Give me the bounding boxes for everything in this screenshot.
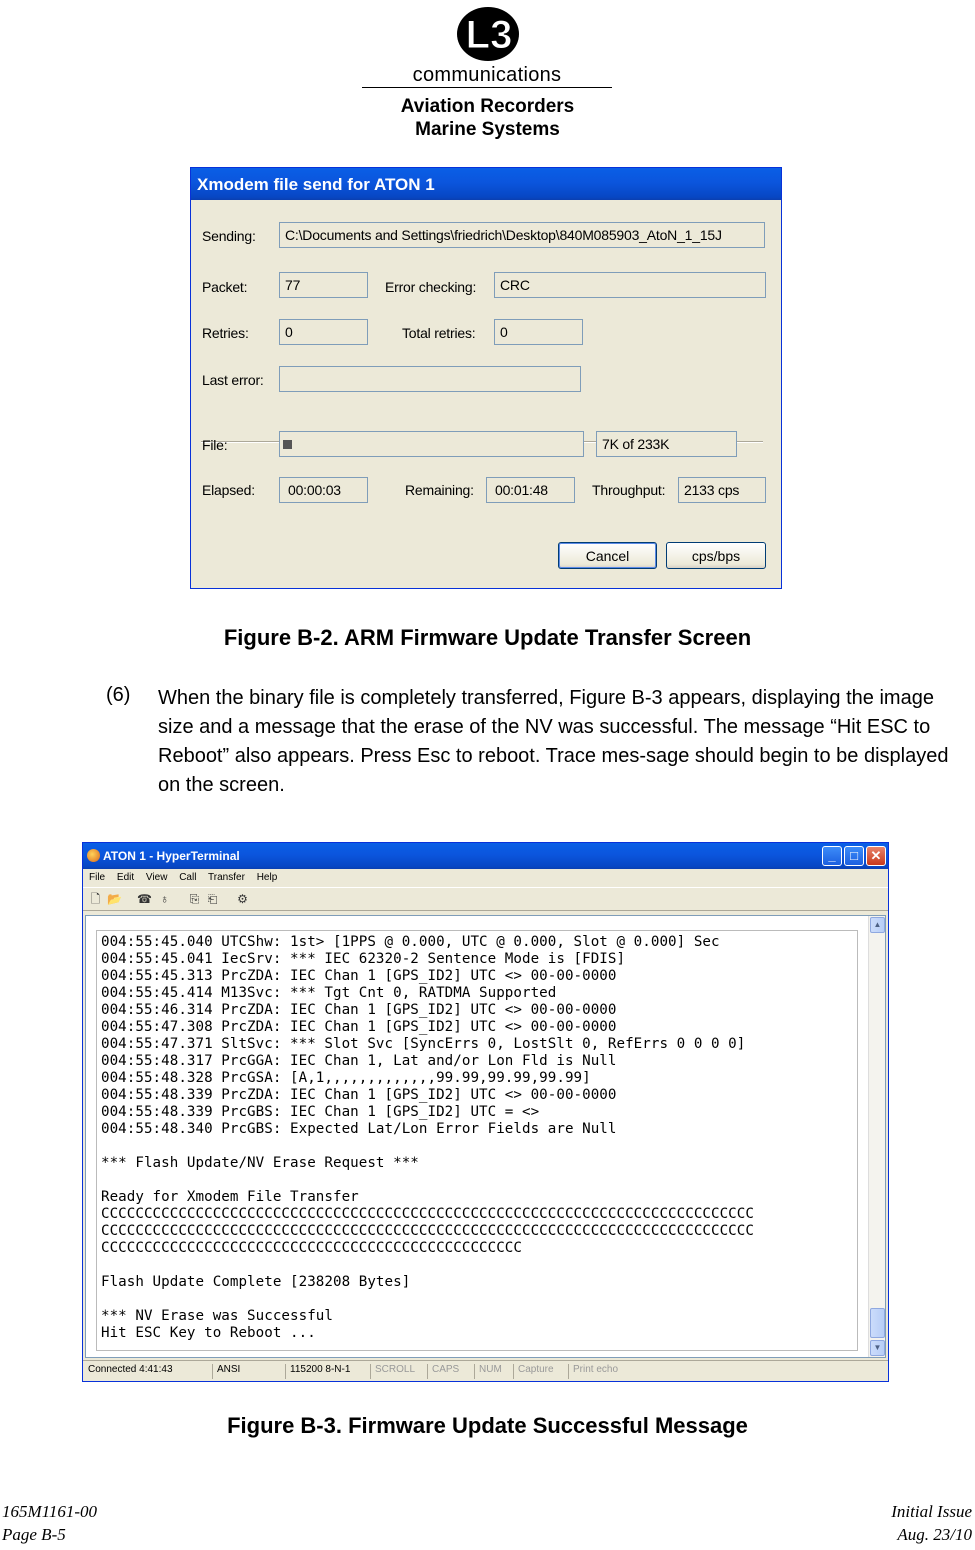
header-division-1: Aviation Recorders: [400, 96, 575, 117]
terminal-line: [101, 1138, 857, 1155]
menu-call[interactable]: Call: [179, 872, 197, 883]
minimize-icon[interactable]: _: [822, 846, 842, 866]
scroll-thumb[interactable]: [870, 1308, 885, 1338]
logo-wordmark: communications: [412, 64, 562, 86]
terminal-line: 004:55:47.371 SltSvc: *** Slot Svc [SyncErrs 0, LostSlt 0, RefErrs 0 0 0 0]: [101, 1036, 746, 1052]
terminal-screen: [96, 930, 858, 1351]
terminal-line: *** Flash Update/NV Erase Request ***: [101, 1155, 419, 1171]
hyperterminal-titlebar: [83, 843, 888, 869]
terminal-line: CCCCCCCCCCCCCCCCCCCCCCCCCCCCCCCCCCCCCCCCCCCCCCCCCCCCCCCCCCCCCCCCCCCCCCCCCCCC: [101, 1206, 754, 1222]
dialog-body: [191, 201, 781, 588]
last-error-field[interactable]: [279, 366, 581, 392]
cps-bps-button[interactable]: cps/bps: [666, 542, 766, 569]
terminal-line: 004:55:45.041 IecSrv: *** IEC 62320-2 Sentence Mode is [FDIS]: [101, 951, 626, 967]
figure-b3-caption: Figure B-3. Firmware Update Successful Message: [227, 1413, 748, 1438]
l3-logo-icon: [452, 4, 524, 62]
scroll-up-icon[interactable]: ▲: [870, 917, 885, 933]
logo-mark-text: L3: [465, 13, 513, 57]
terminal-line: 004:55:48.339 PrcZDA: IEC Chan 1 [GPS_ID2] UTC <> 00-00-0000: [101, 1087, 617, 1103]
terminal-area[interactable]: [85, 915, 886, 1358]
throughput-label: Throughput:: [592, 482, 666, 498]
terminal-line: CCCCCCCCCCCCCCCCCCCCCCCCCCCCCCCCCCCCCCCCCCCCCCCCC: [101, 1240, 522, 1256]
send-icon[interactable]: ⎘: [189, 892, 200, 906]
packet-field[interactable]: 77: [279, 272, 368, 298]
remaining-label: Remaining:: [405, 482, 474, 498]
status-scroll: SCROLL: [372, 1364, 428, 1379]
retries-label: Retries:: [202, 325, 249, 341]
menu-edit[interactable]: Edit: [116, 872, 135, 883]
scroll-down-icon[interactable]: ▼: [870, 1340, 885, 1356]
file-label: File:: [202, 437, 228, 453]
terminal-output: [97, 931, 857, 1342]
new-file-icon[interactable]: 🗋: [90, 892, 101, 906]
terminal-line: [101, 1172, 857, 1189]
open-folder-icon[interactable]: 📂: [107, 892, 122, 906]
header-division-2: Marine Systems: [415, 119, 560, 140]
remaining-field[interactable]: 00:01:48: [486, 477, 575, 503]
terminal-line: Ready for Xmodem File Transfer: [101, 1189, 359, 1205]
terminal-line: CCCCCCCCCCCCCCCCCCCCCCCCCCCCCCCCCCCCCCCCCCCCCCCCCCCCCCCCCCCCCCCCCCCCCCCCCCCC: [101, 1223, 754, 1239]
logo-rule: [362, 87, 612, 88]
receive-icon[interactable]: ⎗: [207, 892, 218, 906]
total-retries-label: Total retries:: [402, 325, 476, 341]
status-caps: CAPS: [429, 1364, 475, 1379]
terminal-line: [101, 1291, 857, 1308]
menu-transfer[interactable]: Transfer: [208, 872, 245, 883]
sending-label: Sending:: [202, 228, 256, 244]
footer-doc-number: 165M1161-00: [2, 1502, 98, 1521]
terminal-line: [101, 1257, 857, 1274]
properties-icon[interactable]: ⚙: [237, 892, 248, 906]
file-progress-fill: [283, 440, 292, 449]
retries-field[interactable]: 0: [279, 319, 368, 345]
hyperterminal-title: ATON 1 - HyperTerminal: [103, 849, 240, 863]
elapsed-label: Elapsed:: [202, 482, 255, 498]
file-progress-bar: [279, 431, 584, 457]
terminal-line: 004:55:48.339 PrcGBS: IEC Chan 1 [GPS_ID2] UTC = <>: [101, 1104, 540, 1120]
terminal-line: 004:55:45.040 UTCShw: 1st> [1PPS @ 0.000, UTC @ 0.000, Slot @ 0.000] Sec: [101, 934, 720, 950]
status-capture: Capture: [515, 1364, 569, 1379]
menu-bar: [83, 869, 888, 887]
close-icon[interactable]: ✕: [866, 846, 886, 866]
terminal-line: 004:55:48.317 PrcGGA: IEC Chan 1, Lat and/or Lon Fld is Null: [101, 1053, 617, 1069]
terminal-line: 004:55:46.314 PrcZDA: IEC Chan 1 [GPS_ID2] UTC <> 00-00-0000: [101, 1002, 617, 1018]
status-settings: 115200 8-N-1: [287, 1364, 371, 1379]
terminal-line: *** NV Erase was Successful: [101, 1308, 333, 1324]
cancel-button[interactable]: Cancel: [558, 542, 657, 569]
toolbar: [83, 887, 888, 911]
maximize-icon[interactable]: □: [844, 846, 864, 866]
status-num: NUM: [476, 1364, 514, 1379]
hyperterminal-app-icon: [87, 849, 100, 862]
step-number: (6): [106, 684, 131, 706]
packet-label: Packet:: [202, 279, 248, 295]
xmodem-dialog: [190, 167, 782, 589]
terminal-line: 004:55:47.308 PrcZDA: IEC Chan 1 [GPS_ID2] UTC <> 00-00-0000: [101, 1019, 617, 1035]
status-connected: Connected 4:41:43: [85, 1364, 213, 1379]
status-print-echo: Print echo: [573, 1364, 619, 1375]
footer-date: Aug. 23/10: [897, 1525, 972, 1544]
hyperterminal-window: [82, 842, 889, 1382]
status-emulation: ANSI: [214, 1364, 286, 1379]
file-size-field[interactable]: 7K of 233K: [596, 431, 737, 457]
connect-icon[interactable]: ☎: [137, 892, 152, 906]
terminal-line: 004:55:45.313 PrcZDA: IEC Chan 1 [GPS_ID2] UTC <> 00-00-0000: [101, 968, 617, 984]
terminal-line: Hit ESC Key to Reboot ...: [101, 1325, 316, 1341]
menu-file[interactable]: File: [89, 872, 106, 883]
l3-logo: [452, 4, 524, 62]
vertical-scrollbar[interactable]: [868, 916, 885, 1357]
terminal-line: 004:55:45.414 M13Svc: *** Tgt Cnt 0, RATDMA Supported: [101, 985, 557, 1001]
figure-b2-caption: Figure B-2. ARM Firmware Update Transfer Screen: [223, 625, 752, 650]
terminal-line: Flash Update Complete [238208 Bytes]: [101, 1274, 411, 1290]
menu-help[interactable]: Help: [256, 872, 278, 883]
error-checking-label: Error checking:: [385, 279, 477, 295]
step-text: When the binary file is completely transferred, Figure B-3 appears, displaying the image size and a message that the erase of the NV was successful. The message “Hit ESC to Reboot” also appears. Press Esc to reboot. Trace mes-sage should begin to be displayed on the screen.: [158, 687, 949, 796]
throughput-field[interactable]: 2133 cps: [678, 477, 766, 503]
footer-issue: Initial Issue: [891, 1502, 972, 1521]
menu-view[interactable]: View: [145, 872, 168, 883]
error-checking-field[interactable]: CRC: [494, 272, 766, 298]
last-error-label: Last error:: [202, 372, 264, 388]
status-bar: [83, 1360, 888, 1381]
elapsed-field[interactable]: 00:00:03: [279, 477, 368, 503]
total-retries-field[interactable]: 0: [494, 319, 583, 345]
footer-page: Page B-5: [2, 1525, 66, 1544]
terminal-line: 004:55:48.340 PrcGBS: Expected Lat/Lon Error Fields are Null: [101, 1121, 617, 1137]
dialog-title: Xmodem file send for ATON 1: [191, 168, 781, 200]
sending-field[interactable]: C:\Documents and Settings\friedrich\Desktop\840M085903_AtoN_1_15J: [279, 222, 765, 248]
terminal-line: 004:55:48.328 PrcGSA: [A,1,,,,,,,,,,,,,99.99,99.99,99.99]: [101, 1070, 591, 1086]
disconnect-icon[interactable]: ♁: [160, 892, 169, 906]
